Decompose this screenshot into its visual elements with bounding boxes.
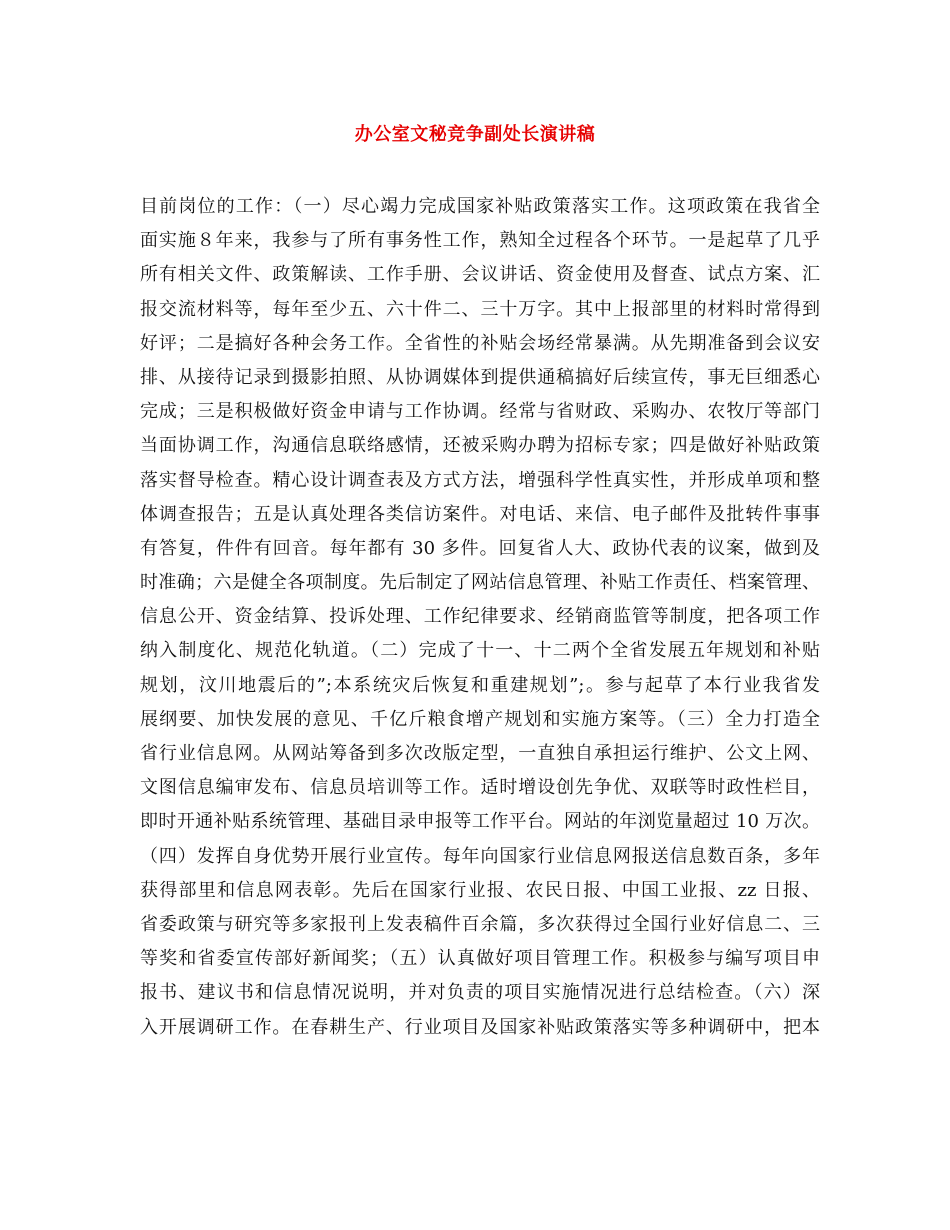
body-line: 入开展调研工作。在春耕生产、行业项目及国家补贴政策落实等多种调研中，把本 [140,1016,820,1038]
body-line: 完成；三是积极做好资金申请与工作协调。经常与省财政、采购办、农牧厅等部门 [140,401,820,423]
body-line: 规划，汶川地震后的”;本系统灾后恢复和重建规划”;。参与起草了本行业我省发 [140,674,820,696]
body-line: 文图信息编审发布、信息员培训等工作。适时增设创先争优、双联等时政性栏目， [140,777,820,799]
body-line: 面实施８年来，我参与了所有事务性工作，熟知全过程各个环节。一是起草了几乎 [140,230,820,252]
body-line: 省委政策与研究等多家报刊上发表稿件百余篇，多次获得过全国行业好信息二、三 [140,913,820,935]
body-line: （四）发挥自身优势开展行业宣传。每年向国家行业信息网报送信息数百条，多年 [140,845,820,867]
body-line: 信息公开、资金结算、投诉处理、工作纪律要求、经销商监管等制度，把各项工作 [140,606,820,628]
body-line: 即时开通补贴系统管理、基础目录申报等工作平台。网站的年浏览量超过 10 万次。 [140,811,820,833]
body-line: 排、从接待记录到摄影拍照、从协调媒体到提供通稿搞好后续宣传，事无巨细悉心 [140,366,820,388]
body-line: 省行业信息网。从网站筹备到多次改版定型，一直独自承担运行维护、公文上网、 [140,743,820,764]
body-line: 时准确；六是健全各项制度。先后制定了网站信息管理、补贴工作责任、档案管理、 [140,572,820,594]
body-line: 好评；二是搞好各种会务工作。全省性的补贴会场经常暴满。从先期准备到会议安 [140,332,820,354]
body-line: 等奖和省委宣传部好新闻奖；（五）认真做好项目管理工作。积极参与编写项目申 [140,948,820,970]
body-line: 报交流材料等，每年至少五、六十件二、三十万字。其中上报部里的材料时常得到 [140,298,820,320]
body-line: 报书、建议书和信息情况说明，并对负责的项目实施情况进行总结检查。（六）深 [140,982,820,1004]
body-line: 有答复，件件有回音。每年都有 30 多件。回复省人大、政协代表的议案，做到及 [140,537,820,559]
body-line: 展纲要、加快发展的意见、千亿斤粮食增产规划和实施方案等。（三）全力打造全 [140,708,820,730]
body-line: 所有相关文件、政策解读、工作手册、会议讲话、资金使用及督查、试点方案、汇 [140,264,820,286]
body-line: 获得部里和信息网表彰。先后在国家行业报、农民日报、中国工业报、zz 日报、 [140,879,820,901]
document-body [140,190,820,1045]
body-line: 落实督导检查。精心设计调查表及方式方法，增强科学性真实性，并形成单项和整 [140,469,820,491]
body-line: 纳入制度化、规范化轨道。（二）完成了十一、十二两个全省发展五年规划和补贴 [140,640,820,662]
body-line: 当面协调工作，沟通信息联络感情，还被采购办聘为招标专家；四是做好补贴政策 [140,435,820,457]
document-title: 办公室文秘竞争副处长演讲稿 [354,124,596,145]
body-line: 目前岗位的工作：（一）尽心竭力完成国家补贴政策落实工作。这项政策在我省全 [140,196,820,217]
body-line: 体调查报告；五是认真处理各类信访案件。对电话、来信、电子邮件及批转件事事 [140,503,820,525]
